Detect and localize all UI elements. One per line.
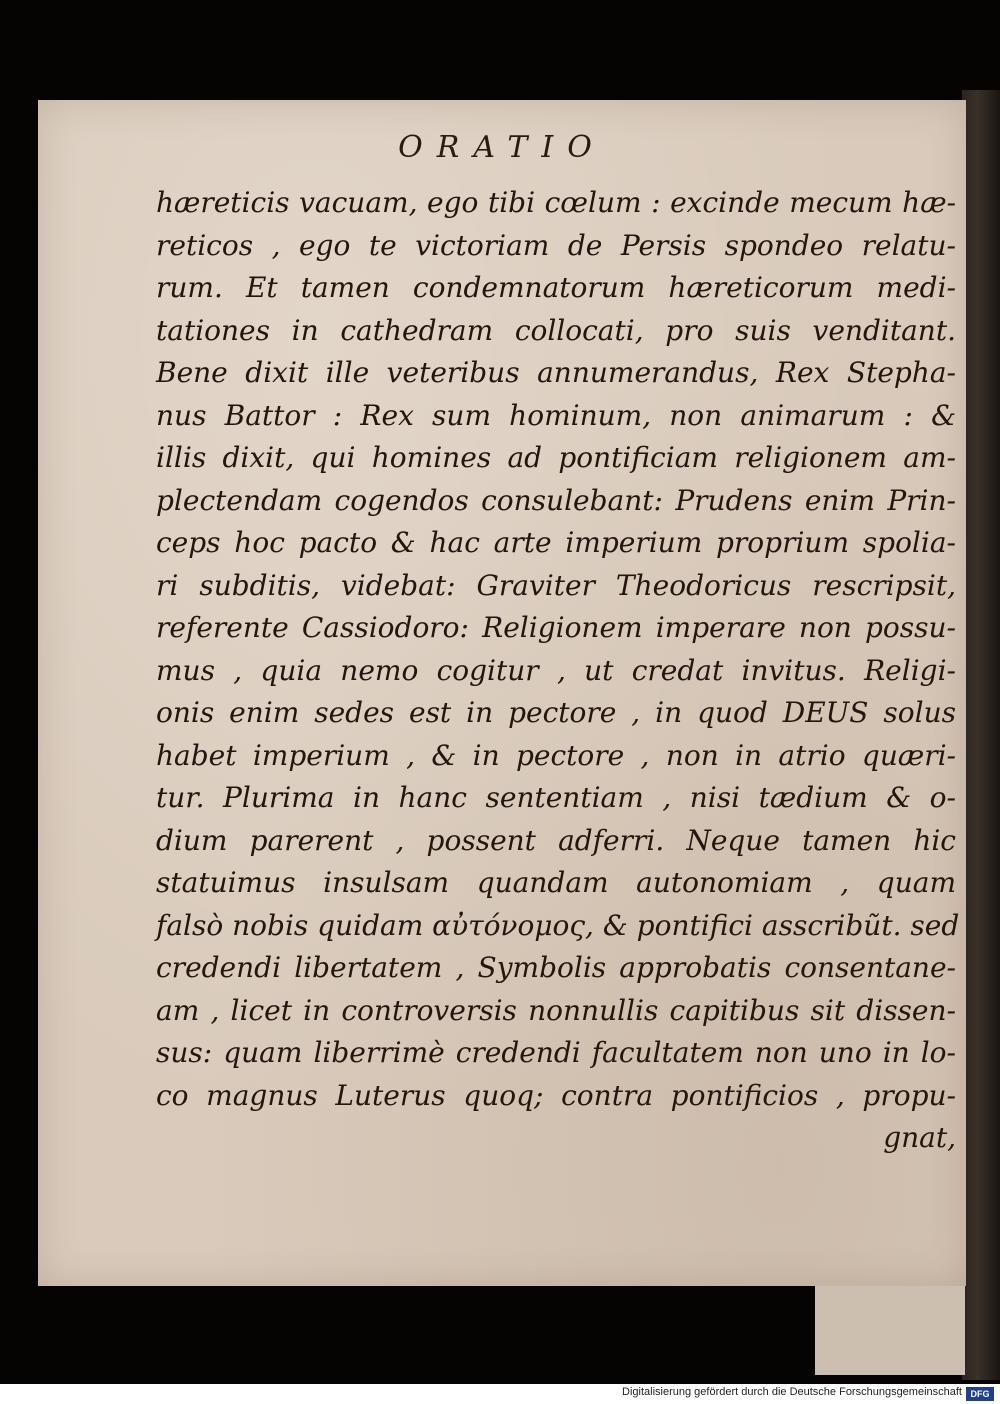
- text-line: gnat,: [883, 1121, 956, 1154]
- text-line: illis dixit, qui homines ad pontificiam religionem am-: [156, 441, 956, 474]
- text-line: co magnus Luterus quoq; contra pontificios , propu-: [156, 1078, 956, 1112]
- text-line: nus Battor : Rex sum hominum, non animarum : &: [156, 398, 956, 432]
- text-line: habet imperium , & in pectore , non in atrio quæri-: [156, 738, 956, 772]
- text-line: rum. Et tamen condemnatorum hæreticorum medi-: [156, 271, 956, 304]
- text-line: statuimus insulsam quandam autonomiam , quam: [156, 866, 956, 899]
- text-line: dium parerent , possent adferri. Neque tamen hic: [156, 823, 956, 857]
- running-head: ORATIO: [398, 130, 606, 165]
- text-line: reticos , ego te victoriam de Persis spondeo relatu-: [156, 228, 956, 262]
- text-line: onis enim sedes est in pectore , in quod DEUS solus: [156, 696, 956, 729]
- text-line: am , licet in controversis nonnullis capitibus sit dissen-: [156, 993, 956, 1027]
- text-line: falsò nobis quidam αὐτόνομος, & pontifici asscribũt. sed: [156, 908, 960, 942]
- book-page: [38, 100, 966, 1286]
- text-line: hæreticis vacuam, ego tibi cœlum : excinde mecum hæ-: [156, 186, 956, 219]
- text-block: [156, 182, 960, 1160]
- dfg-logo: DFG: [966, 1387, 994, 1401]
- text-line: referente Cassiodoro: Religionem imperare non possu-: [156, 611, 956, 644]
- page-edge: [962, 90, 1000, 1380]
- text-line: sus: quam liberrimè credendi facultatem non uno in lo-: [156, 1036, 956, 1069]
- text-line: Bene dixit ille veteribus annumerandus, Rex Stepha-: [156, 356, 956, 389]
- text-line: credendi libertatem , Symbolis approbatis consentane-: [156, 951, 956, 984]
- text-line: tationes in cathedram collocati, pro suis venditant.: [156, 313, 956, 347]
- digitization-credit: Digitalisierung gefördert durch die Deutsche Forschungsgemeinschaft: [622, 1386, 962, 1398]
- footer-bar: [0, 1384, 1000, 1404]
- text-line: ri subditis, videbat: Graviter Theodoricus rescripsit,: [156, 568, 956, 602]
- text-line: plectendam cogendos consulebant: Prudens enim Prin-: [156, 483, 956, 517]
- text-line: mus , quia nemo cogitur , ut credat invitus. Religi-: [156, 653, 956, 687]
- text-line: tur. Plurima in hanc sententiam , nisi tædium & o-: [156, 781, 956, 814]
- text-line: ceps hoc pacto & hac arte imperium proprium spolia-: [156, 526, 956, 559]
